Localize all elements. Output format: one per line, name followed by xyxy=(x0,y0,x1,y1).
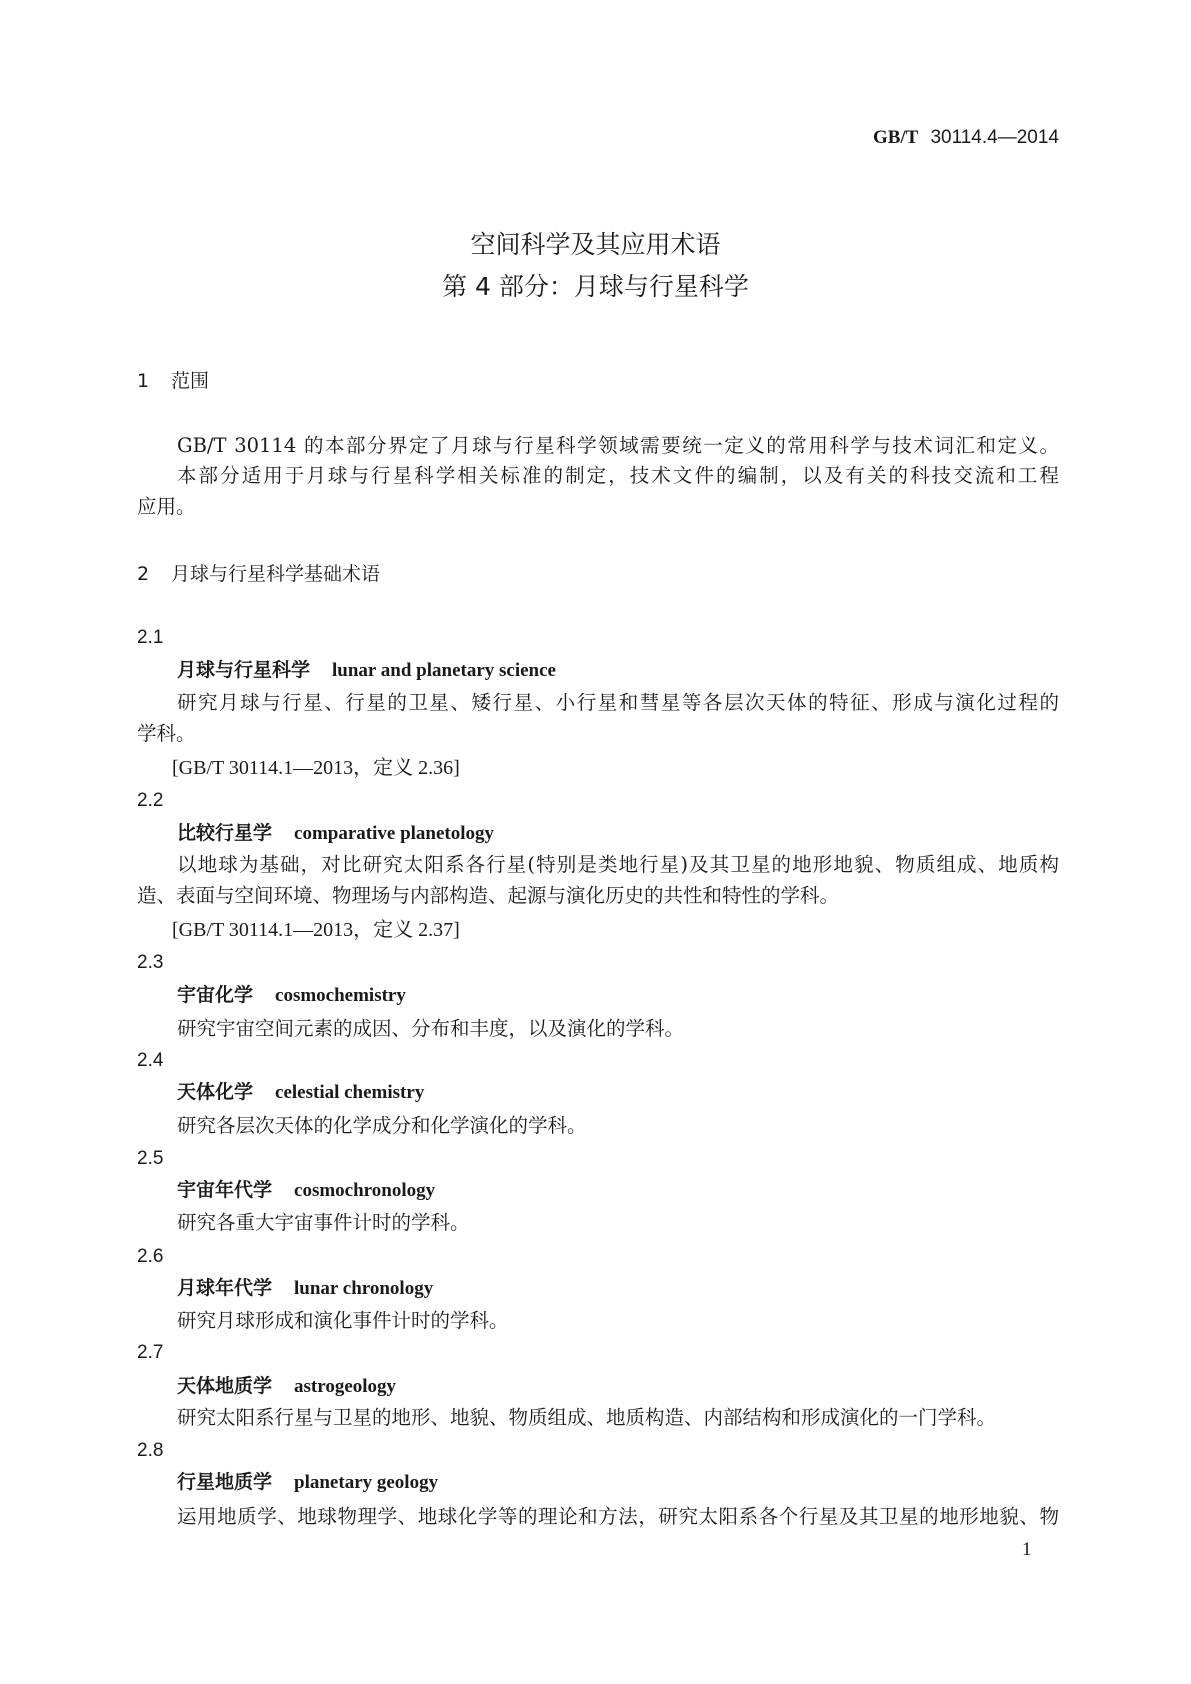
term-heading xyxy=(177,1083,424,1102)
term-heading xyxy=(177,1181,435,1200)
entry-number: 2.3 xyxy=(137,952,164,973)
section-1-heading xyxy=(137,372,209,391)
entry-number: 2.6 xyxy=(137,1246,164,1267)
definition-line: 研究月球与行星、行星的卫星、矮行星、小行星和彗星等各层次天体的特征、形成与演化过程的 xyxy=(177,691,1059,714)
term-en: celestial chemistry xyxy=(275,1082,425,1103)
source-reference: [GB/T 30114.1—2013，定义 2.36] xyxy=(172,757,460,779)
page-number: 1 xyxy=(1022,1539,1032,1560)
definition-line: 研究月球形成和演化事件计时的学科。 xyxy=(177,1309,509,1332)
document-subtitle: 第 4 部分：月球与行星科学 xyxy=(442,272,749,301)
source-reference: [GB/T 30114.1—2013，定义 2.37] xyxy=(172,919,460,941)
term-en: lunar chronology xyxy=(294,1278,434,1299)
term-heading xyxy=(177,986,406,1005)
term-heading xyxy=(177,1473,438,1492)
definition-line: 研究宇宙空间元素的成因、分布和丰度，以及演化的学科。 xyxy=(177,1017,685,1040)
term-en: astrogeology xyxy=(294,1376,397,1397)
entry-number: 2.2 xyxy=(137,790,164,811)
entry-number: 2.7 xyxy=(137,1342,164,1363)
term-zh: 行星地质学 xyxy=(177,1471,273,1493)
term-heading xyxy=(177,824,494,843)
definition-line: 学科。 xyxy=(137,722,196,745)
term-heading xyxy=(177,661,556,680)
term-zh: 月球与行星科学 xyxy=(177,659,311,681)
term-zh: 宇宙化学 xyxy=(177,984,254,1006)
section-title: 月球与行星科学基础术语 xyxy=(171,563,381,585)
document-title: 空间科学及其应用术语 xyxy=(470,230,721,259)
definition-line: 运用地质学、地球物理学、地球化学等的理论和方法，研究太阳系各个行星及其卫星的地形地貌、物 xyxy=(177,1505,1059,1528)
term-en: lunar and planetary science xyxy=(332,660,556,681)
term-zh: 天体化学 xyxy=(177,1081,254,1103)
entry-number: 2.4 xyxy=(137,1050,164,1071)
scope-paragraph-2-line-1: 本部分适用于月球与行星科学相关标准的制定，技术文件的编制，以及有关的科技交流和工程 xyxy=(177,464,1059,487)
std-prefix: GB/T xyxy=(872,127,919,148)
term-heading xyxy=(177,1377,396,1396)
section-number: 1 xyxy=(137,370,150,392)
definition-line: 造、表面与空间环境、物理场与内部构造、起源与演化历史的共性和特性的学科。 xyxy=(137,884,840,907)
term-en: planetary geology xyxy=(294,1472,439,1493)
term-heading xyxy=(177,1279,433,1298)
definition-line: 以地球为基础，对比研究太阳系各行星(特别是类地行星)及其卫星的地形地貌、物质组成、地质构 xyxy=(177,853,1059,876)
section-number: 2 xyxy=(137,563,150,585)
scope-paragraph-2-line-2: 应用。 xyxy=(137,495,196,518)
entry-number: 2.5 xyxy=(137,1148,164,1169)
section-2-heading xyxy=(137,565,380,584)
scope-paragraph-1: GB/T 30114 的本部分界定了月球与行星科学领域需要统一定义的常用科学与技术词汇和定义。 xyxy=(177,434,1059,457)
std-number: 30114.4—2014 xyxy=(930,127,1059,148)
term-en: cosmochemistry xyxy=(275,985,406,1006)
entry-number: 2.8 xyxy=(137,1440,164,1461)
term-zh: 月球年代学 xyxy=(177,1277,273,1299)
term-zh: 宇宙年代学 xyxy=(177,1179,273,1201)
term-en: cosmochronology xyxy=(294,1180,436,1201)
definition-line: 研究各层次天体的化学成分和化学演化的学科。 xyxy=(177,1114,587,1137)
entry-number: 2.1 xyxy=(137,627,164,648)
definition-line: 研究太阳系行星与卫星的地形、地貌、物质组成、地质构造、内部结构和形成演化的一门学科。 xyxy=(177,1406,997,1429)
section-title: 范围 xyxy=(171,370,210,392)
standard-number-header xyxy=(873,128,1059,147)
term-zh: 天体地质学 xyxy=(177,1375,273,1397)
definition-line: 研究各重大宇宙事件计时的学科。 xyxy=(177,1211,470,1234)
term-zh: 比较行星学 xyxy=(177,822,273,844)
term-en: comparative planetology xyxy=(294,823,495,844)
